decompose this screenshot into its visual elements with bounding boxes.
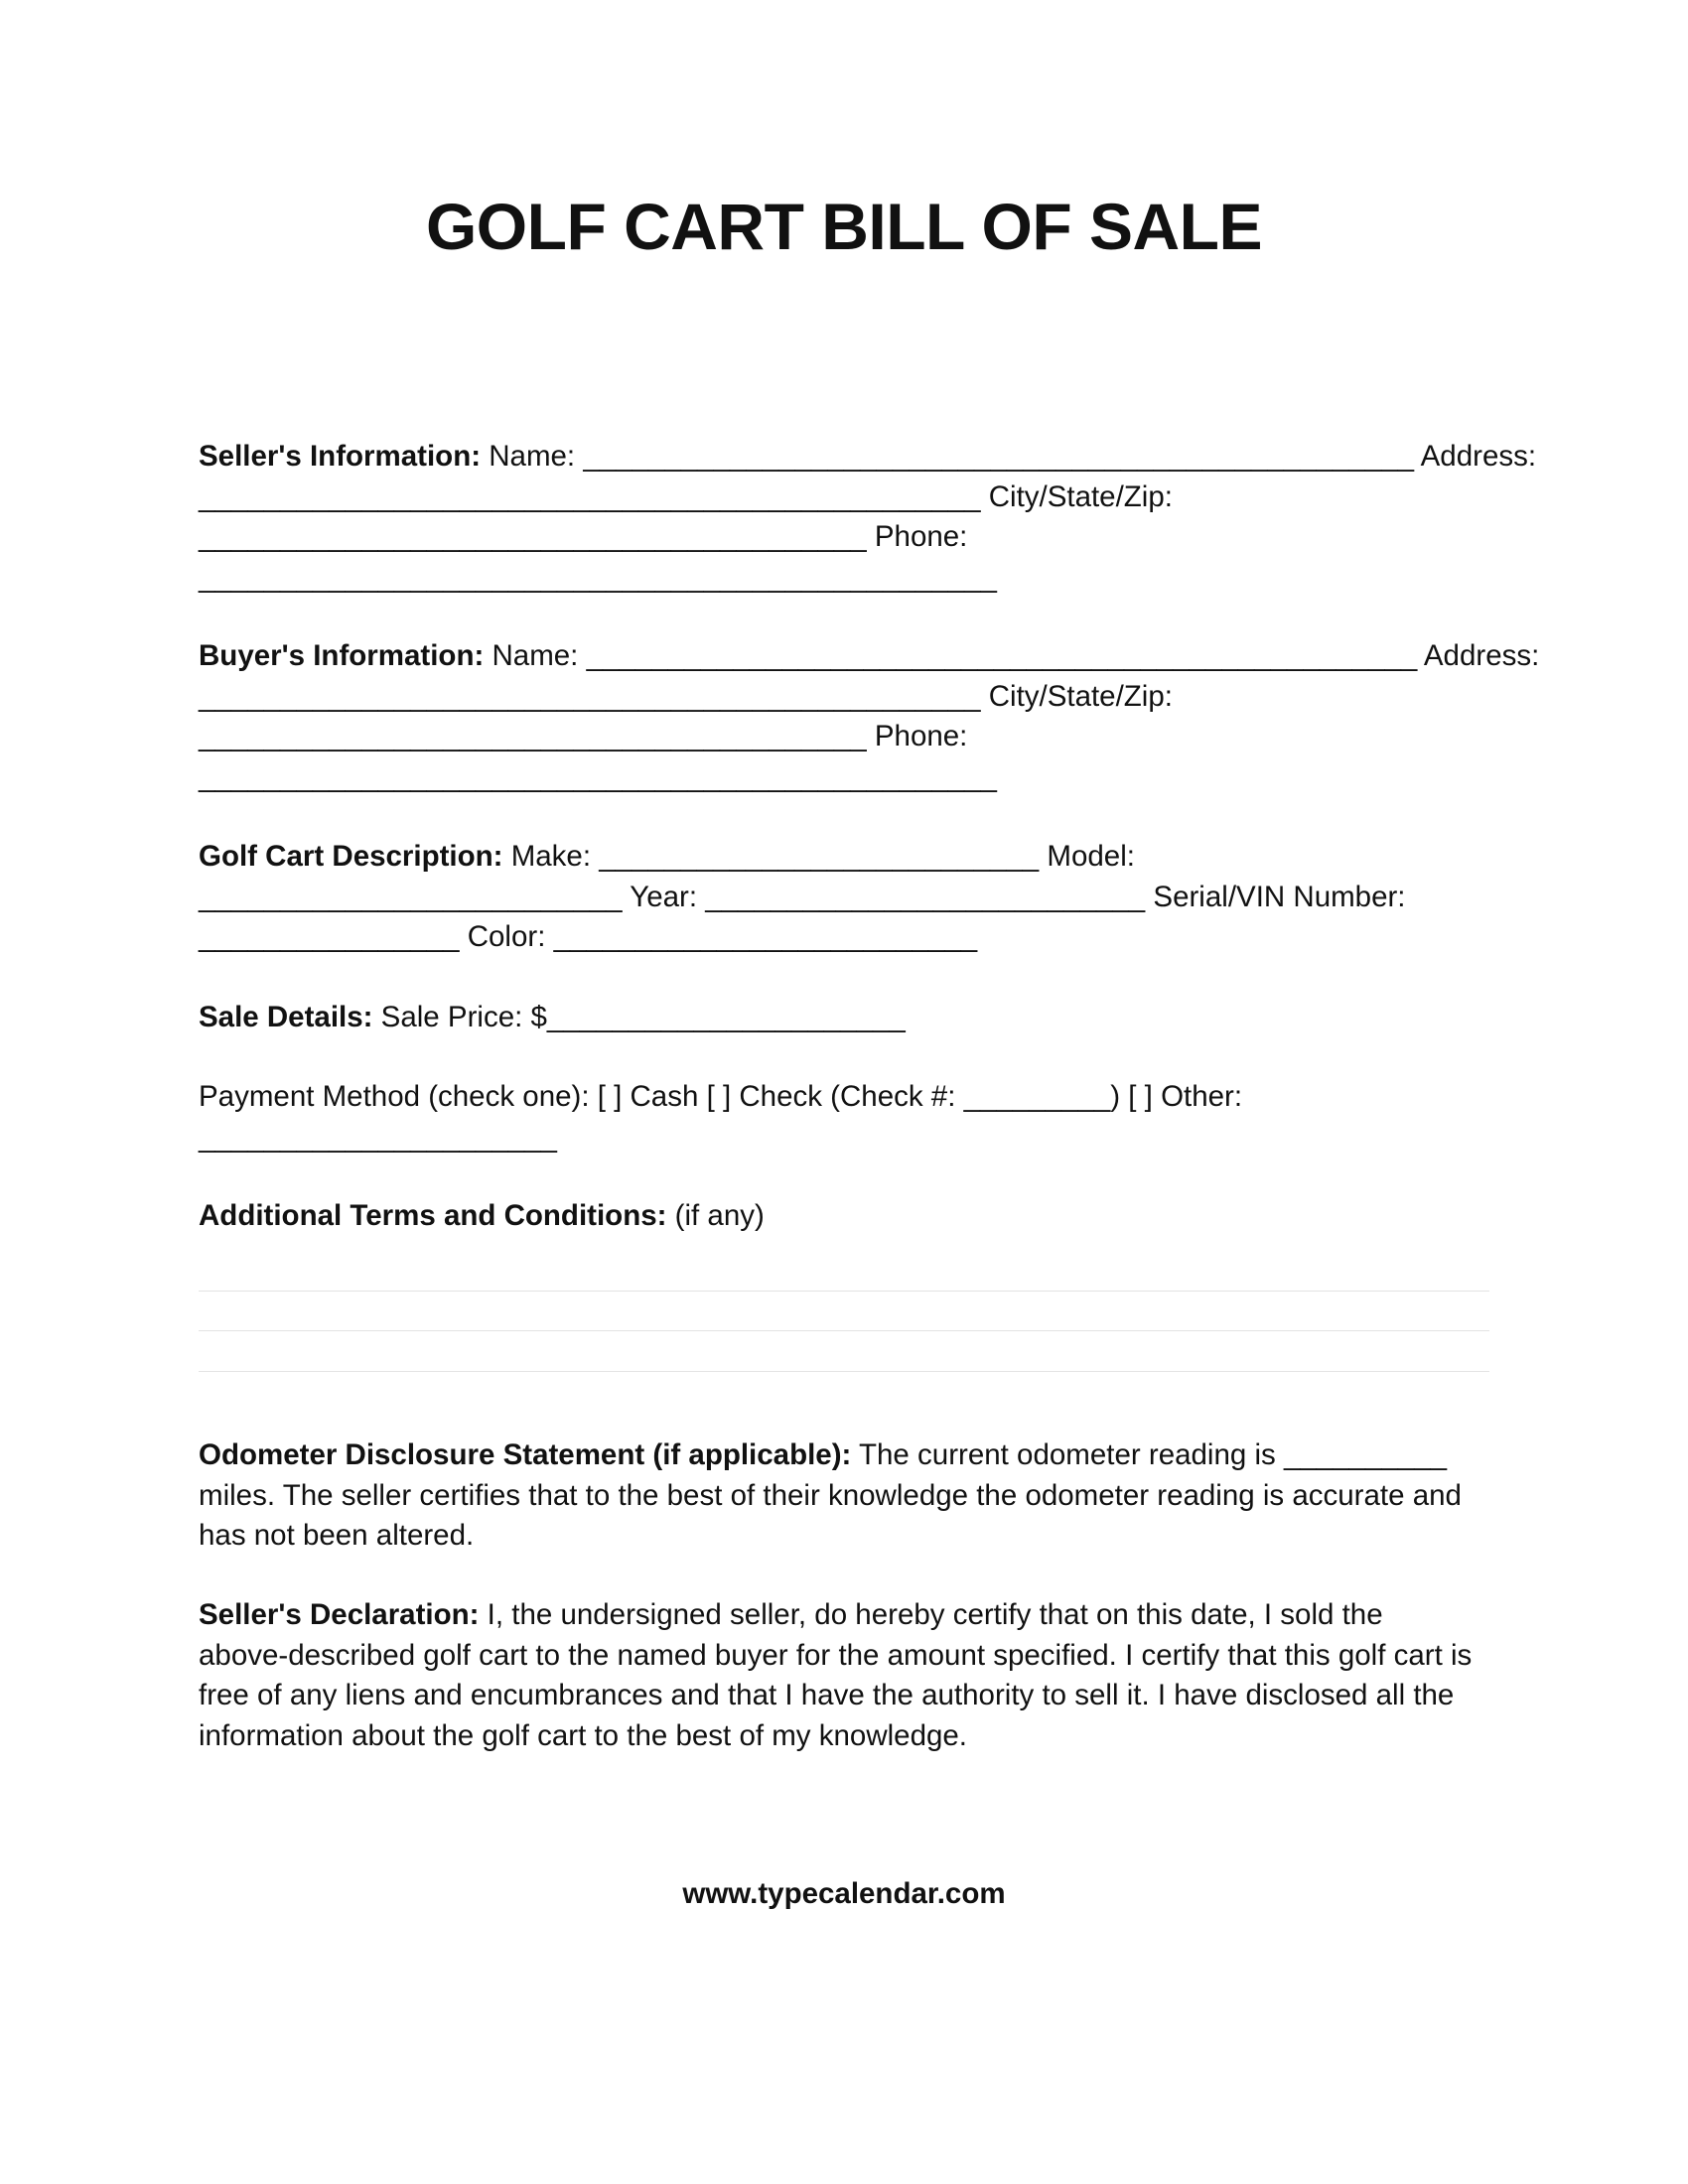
terms-writing-line xyxy=(199,1371,1489,1372)
buyer-address-city-field: ________________________________________________ City/State/Zip: xyxy=(199,679,1173,713)
odometer-disclosure-section xyxy=(199,1435,1479,1557)
seller-heading: Seller's Information: xyxy=(199,440,482,473)
payment-method-section xyxy=(199,1077,1489,1158)
terms-note: (if any) xyxy=(666,1199,765,1232)
payment-other-field: ______________________ xyxy=(199,1120,557,1154)
terms-writing-line xyxy=(199,1330,1489,1331)
buyer-heading: Buyer's Information: xyxy=(199,639,485,672)
buyer-phone-field: _________________________________________________ xyxy=(199,759,997,793)
terms-writing-line xyxy=(199,1291,1489,1292)
seller-line-name xyxy=(199,437,1537,478)
odometer-heading: Odometer Disclosure Statement (if applicable): xyxy=(199,1438,852,1471)
cart-make-model-field: Make: ___________________________ Model: xyxy=(502,840,1135,873)
seller-declaration-section xyxy=(199,1595,1479,1756)
odometer-statement: The current odometer reading is __________ miles. The seller certifies that to the best of their knowledge the odometer reading is accurate and has not been altered. xyxy=(199,1438,1462,1552)
seller-information-section xyxy=(199,437,1537,598)
cart-line-make xyxy=(199,837,1489,878)
golf-cart-description-section xyxy=(199,837,1489,958)
footer-website: www.typecalendar.com xyxy=(682,1877,1006,1910)
terms-line xyxy=(199,1196,1489,1237)
buyer-city-phone-field: _________________________________________ Phone: xyxy=(199,720,968,752)
seller-name-address-field: Name: ___________________________________________________ Address: xyxy=(481,440,1537,473)
cart-model-year-vin-field: __________________________ Year: ___________________________ Serial/VIN Number: xyxy=(199,880,1406,913)
additional-terms-section xyxy=(199,1196,1489,1237)
buyer-line-name xyxy=(199,636,1540,677)
cart-vin-color-field: ________________ Color: __________________________ xyxy=(199,920,978,953)
sale-price-field: Sale Price: $______________________ xyxy=(372,1001,906,1033)
seller-phone-field: _________________________________________________ xyxy=(199,560,997,594)
payment-method-options: Payment Method (check one): [ ] Cash [ ] Check (Check #: _________) [ ] Other: xyxy=(199,1080,1243,1113)
buyer-name-address-field: Name: ___________________________________________________ Address: xyxy=(484,639,1540,672)
sale-details-section xyxy=(199,998,1489,1038)
cart-heading: Golf Cart Description: xyxy=(199,840,503,873)
document-title: GOLF CART BILL OF SALE xyxy=(425,190,1263,263)
seller-address-city-field: ________________________________________________ City/State/Zip: xyxy=(199,479,1173,513)
sale-heading: Sale Details: xyxy=(199,1001,373,1033)
sale-price-line xyxy=(199,998,1489,1038)
buyer-information-section xyxy=(199,636,1540,797)
seller-city-phone-field: _________________________________________ Phone: xyxy=(199,520,968,553)
declaration-heading: Seller's Declaration: xyxy=(199,1598,480,1631)
terms-heading: Additional Terms and Conditions: xyxy=(199,1199,667,1232)
declaration-statement: I, the undersigned seller, do hereby certify that on this date, I sold the above-described golf cart to the named buyer for the amount specified. I certify that this golf cart is free of any liens and encumbrances and that I have the authority to sell it. I have disclosed all the information about the golf cart to the best of my knowledge. xyxy=(199,1598,1473,1752)
